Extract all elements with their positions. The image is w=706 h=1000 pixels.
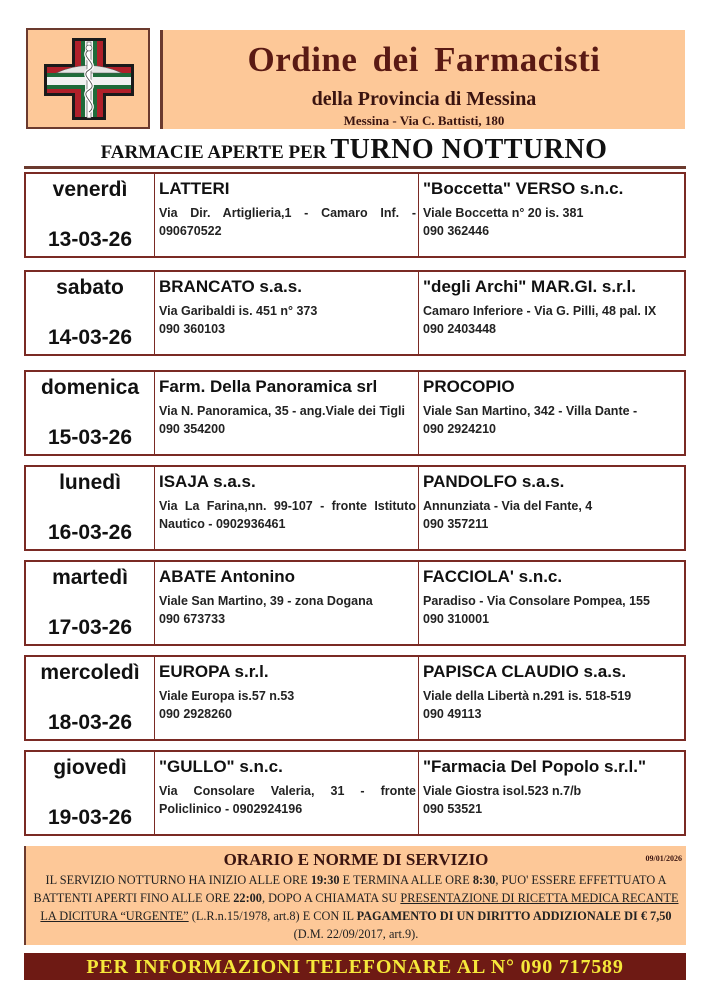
day-row [24,370,686,456]
day-cell [26,272,155,354]
start-time: 19:30 [310,873,340,887]
day-name: martedì [52,566,128,589]
day-name: mercoledì [40,661,140,684]
day-cell [26,752,155,834]
day-date: 18-03-26 [47,711,133,734]
norms-text-part: , DOPO A CHIAMATA SU [261,891,401,905]
pharmacy-name: FACCIOLA' s.n.c. [423,567,563,586]
day-date: 13-03-26 [47,228,133,251]
day-date: 15-03-26 [47,426,133,449]
pharmacy-phone: 090 357211 [423,517,489,531]
pharmacy-phone: 090 2924210 [423,422,496,436]
page-title-main: TURNO NOTTURNO [330,134,608,165]
pharmacy-address: Via Garibaldi is. 451 n° 373 [159,304,318,318]
day-row [24,172,686,258]
pharmacy-address: Viale Boccetta n° 20 is. 381 [423,206,584,220]
pharmacy-address: Annunziata - Via del Fante, 4 [423,499,593,513]
info-phone-banner: PER INFORMAZIONI TELEFONARE AL N° 090 717589 [24,953,686,980]
pharmacy-address: Paradiso - Via Consolare Pompea, 155 [423,594,650,608]
pharmacy-cell [155,752,419,834]
pharmacy-name: PROCOPIO [423,377,515,396]
logo [26,28,150,129]
day-row [24,465,686,551]
pharmacy-address: Via N. Panoramica, 35 - ang.Viale dei Tigli [159,404,405,418]
pharmacy-name: "degli Archi" MAR.GI. s.r.l. [423,277,636,296]
pharmacy-cell [155,467,419,549]
pharmacy-phone: 090 49113 [423,707,482,721]
pharmacy-phone: 090 360103 [159,322,226,336]
norms-text-part: E TERMINA ALLE ORE [339,873,473,887]
pharmacy-address: Viale Giostra isol.523 n.7/b [423,784,582,798]
pharmacy-address: Viale della Libertà n.291 is. 518-519 [423,689,632,703]
service-norms-box [24,846,686,945]
pharmacy-name: LATTERI [159,179,230,198]
pharmacy-cell [419,657,684,739]
pharmacy-cell [155,272,419,354]
day-cell [26,657,155,739]
pharmacy-cell [419,272,684,354]
norms-date: 09/01/2026 [645,854,682,863]
day-date: 16-03-26 [47,521,133,544]
day-date: 14-03-26 [47,326,133,349]
pharmacy-address: Viale San Martino, 342 - Villa Dante - [423,404,638,418]
header-band [160,30,685,129]
day-cell [26,174,155,256]
norms-text [26,871,686,943]
day-date: 17-03-26 [47,616,133,639]
organization-subtitle: della Provincia di Messina [311,88,537,110]
day-name: venerdì [52,178,128,201]
pharmacy-address: Viale Europa is.57 n.53 [159,689,295,703]
organization-title: Ordine dei Farmacisti [247,40,601,79]
pharmacy-cell [155,372,419,454]
pharmacy-phone: 090 2928260 [159,707,232,721]
day-name: domenica [40,376,140,399]
additional-fee: PAGAMENTO DI UN DIRITTO ADDIZIONALE DI € 7,50 [356,909,672,923]
day-name: lunedì [59,471,121,494]
pharmacy-cell [419,562,684,644]
prescription-requirement: PRESENTAZIONE DI RICETTA MEDICA RECANTE LA DICITURA “URGENTE” [40,891,679,923]
pharmacy-address: Via Dir. Artiglieria,1 - Camaro Inf. - 090670522 [159,206,416,238]
pharmacy-phone: 090 53521 [423,802,483,816]
day-cell [26,562,155,644]
pharmacy-name: BRANCATO s.a.s. [159,277,302,296]
open-until-time: 22:00 [233,891,262,905]
pharmacy-name: PAPISCA CLAUDIO s.a.s. [423,662,627,681]
pharmacy-phone: 090 673733 [159,612,226,626]
day-row [24,655,686,741]
day-name: giovedì [53,756,127,779]
pharmacy-name: Farm. Della Panoramica srl [159,377,378,396]
pharmacy-cell [155,174,419,256]
pharmacy-address: Viale San Martino, 39 - zona Dogana [159,594,373,608]
day-row [24,560,686,646]
page-title-prefix: FARMACIE APERTE PER [100,142,327,163]
day-row [24,270,686,356]
norms-text-part: IL SERVIZIO NOTTURNO HA INIZIO ALLE ORE [45,873,311,887]
pharmacy-name: "GULLO" s.n.c. [159,757,283,776]
day-cell [26,372,155,454]
end-time: 8:30 [472,873,496,887]
day-name: sabato [56,276,124,299]
title-divider [24,166,686,169]
pharmacy-address: Camaro Inferiore - Via G. Pilli, 48 pal. IX [423,304,657,318]
pharmacy-phone: 090 2403448 [423,322,496,336]
pharmacy-phone: 090 362446 [423,224,490,238]
pharmacy-cell [155,657,419,739]
norms-text-part: (D.M. 22/09/2017, art.9). [293,927,419,941]
norms-text-part: , PUO' ESSERE EFFETTUATO A BATTENTI APERTI FINO ALLE ORE [33,873,667,905]
pharmacy-name: "Farmacia Del Popolo s.r.l." [423,757,647,776]
day-cell [26,467,155,549]
pharmacy-address: Via Consolare Valeria, 31 - fronte Policlinico - 0902924196 [159,784,416,816]
page-title [24,134,684,166]
pharmacy-name: ISAJA s.a.s. [159,472,256,491]
norms-title: ORARIO E NORME DI SERVIZIO [223,850,489,869]
pharmacy-cell [419,467,684,549]
pharmacy-phone: 090 354200 [159,422,226,436]
pharmacy-name: ABATE Antonino [159,567,295,586]
pharmacy-name: "Boccetta" VERSO s.n.c. [423,179,624,198]
pharmacy-cell [419,372,684,454]
pharmacy-cell [155,562,419,644]
pharmacy-name: PANDOLFO s.a.s. [423,472,565,491]
day-row [24,750,686,836]
day-date: 19-03-26 [47,806,133,829]
pharmacy-cell [419,752,684,834]
pharmacy-cross-caduceus-icon [42,36,136,122]
pharmacy-address: Via La Farina,nn. 99-107 - fronte Istituto Nautico - 0902936461 [159,499,416,531]
pharmacy-name: EUROPA s.r.l. [159,662,269,681]
pharmacy-phone: 090 310001 [423,612,490,626]
norms-text-part: (L.R.n.15/1978, art.8) E CON IL [188,909,357,923]
pharmacy-cell [419,174,684,256]
organization-address: Messina - Via C. Battisti, 180 [343,113,505,128]
